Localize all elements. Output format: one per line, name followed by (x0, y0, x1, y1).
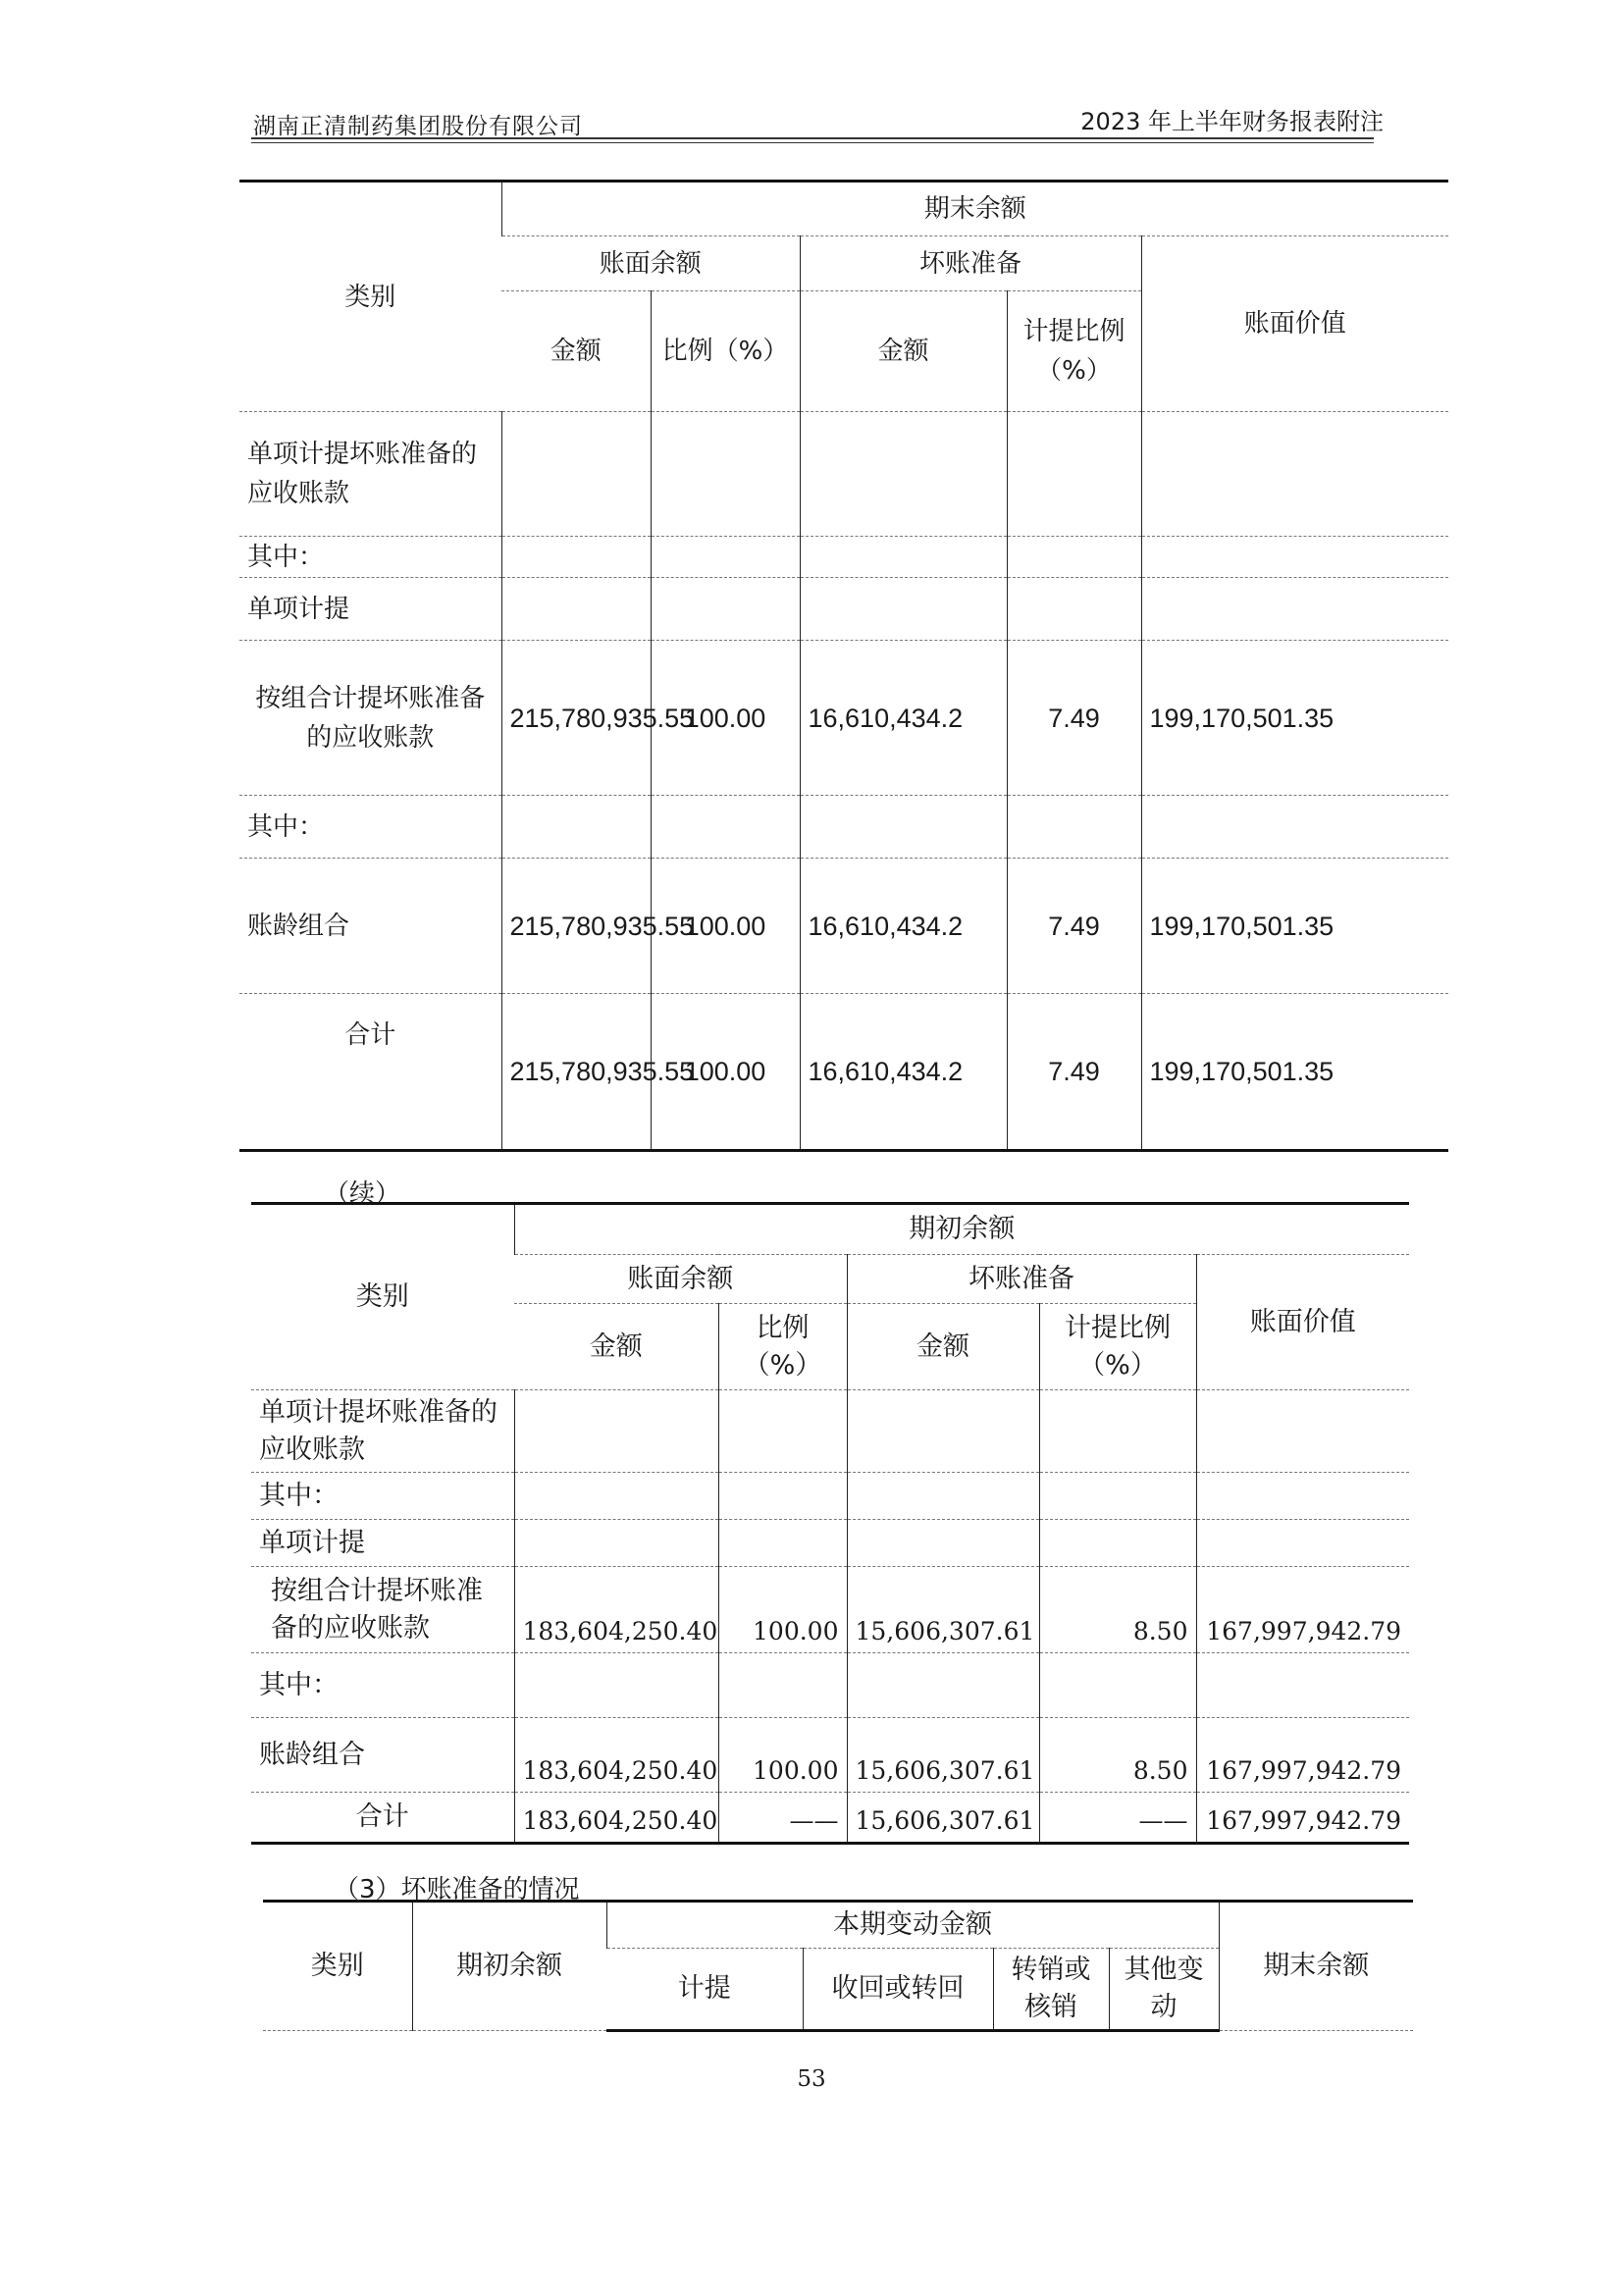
cell-book-value (1196, 1473, 1409, 1520)
header-other-change: 其他变动 (1109, 1949, 1219, 2031)
cell-ratio (718, 1390, 847, 1473)
header-writeoff: 转销或核销 (993, 1949, 1109, 2031)
row-label: 按组合计提坏账准备的应收账款 (251, 1567, 514, 1653)
cell-bad-amount (847, 1653, 1039, 1718)
row-label: 其中： (251, 1473, 514, 1520)
cell-book-value: 167,997,942.79 (1196, 1567, 1409, 1653)
header-ratio: 比例（%） (651, 291, 800, 412)
cell-bad-ratio (1007, 796, 1141, 859)
cell-bad-ratio: 7.49 (1007, 859, 1141, 994)
cell-bad-ratio: 8.50 (1039, 1718, 1196, 1793)
table-row (251, 1473, 1409, 1520)
table-row-total (251, 1793, 1409, 1844)
row-label: 其中： (251, 1653, 514, 1718)
cell-bad-ratio (1007, 578, 1141, 641)
cell-amount: 183,604,250.40 (514, 1718, 718, 1793)
row-label: 按组合计提坏账准备的应收账款 (239, 641, 501, 796)
cell-amount: 183,604,250.40 (514, 1567, 718, 1653)
cell-ratio (651, 796, 800, 859)
section-title: （3）坏账准备的情况 (334, 1875, 580, 1905)
header-bad-amount: 金额 (847, 1304, 1039, 1390)
table-row (239, 859, 1448, 994)
header-rule-thin (251, 142, 1374, 143)
row-label: 其中： (239, 796, 501, 859)
cell-book-value (1196, 1390, 1409, 1473)
row-label: 账龄组合 (239, 859, 501, 994)
header-book-value: 账面价值 (1141, 236, 1448, 412)
header-category: 类别 (239, 182, 501, 412)
header-closing-balance: 期末余额 (501, 182, 1448, 236)
cell-ratio: 100.00 (651, 859, 800, 994)
company-name: 湖南正清制药集团股份有限公司 (253, 114, 583, 139)
table-row (251, 1520, 1409, 1567)
cell-book-value (1196, 1520, 1409, 1567)
cell-bad-amount (800, 412, 1007, 537)
cell-bad-amount (847, 1520, 1039, 1567)
cell-book-value (1141, 796, 1448, 859)
cell-ratio (651, 537, 800, 578)
table-row (239, 796, 1448, 859)
table-row (239, 641, 1448, 796)
table-row-total (239, 994, 1448, 1151)
header-amount: 金额 (501, 291, 651, 412)
cell-amount: 215,780,935.55 (501, 859, 651, 994)
cell-amount: 215,780,935.55 (501, 994, 651, 1151)
report-title: 2023 年上半年财务报表附注 (1080, 108, 1384, 135)
cell-ratio: 100.00 (718, 1718, 847, 1793)
header-bad-debt: 坏账准备 (800, 236, 1141, 291)
cell-bad-ratio: 7.49 (1007, 994, 1141, 1151)
table-row (239, 578, 1448, 641)
cell-bad-ratio (1039, 1653, 1196, 1718)
header-provision-ratio: 计提比例（%） (1039, 1304, 1196, 1390)
cell-ratio: 100.00 (651, 641, 800, 796)
cell-ratio (718, 1473, 847, 1520)
continued-label: （续） (324, 1179, 401, 1209)
table-row (239, 537, 1448, 578)
cell-bad-amount: 15,606,307.61 (847, 1793, 1039, 1844)
cell-amount (501, 412, 651, 537)
table-row (251, 1718, 1409, 1793)
cell-book-value: 199,170,501.35 (1141, 859, 1448, 994)
cell-ratio (651, 412, 800, 537)
header-opening-balance: 期初余额 (514, 1204, 1409, 1255)
cell-ratio (718, 1653, 847, 1718)
cell-amount: 183,604,250.40 (514, 1793, 718, 1844)
cell-bad-ratio (1039, 1520, 1196, 1567)
header-book-value: 账面价值 (1196, 1255, 1409, 1390)
header-bad-amount: 金额 (800, 291, 1007, 412)
cell-ratio: —— (718, 1793, 847, 1844)
row-label: 单项计提坏账准备的应收账款 (251, 1390, 514, 1473)
header-opening: 期初余额 (412, 1902, 606, 2031)
cell-ratio: 100.00 (651, 994, 800, 1151)
cell-amount (514, 1473, 718, 1520)
cell-book-value: 199,170,501.35 (1141, 641, 1448, 796)
cell-bad-ratio (1007, 537, 1141, 578)
table-row (251, 1390, 1409, 1473)
cell-ratio: 100.00 (718, 1567, 847, 1653)
cell-ratio (718, 1520, 847, 1567)
header-rule (251, 137, 1374, 139)
cell-bad-ratio (1039, 1473, 1196, 1520)
header-ratio: 比例（%） (718, 1304, 847, 1390)
cell-amount (501, 537, 651, 578)
closing-balance-table (239, 180, 1448, 1152)
cell-book-value: 199,170,501.35 (1141, 994, 1448, 1151)
header-amount: 金额 (514, 1304, 718, 1390)
cell-bad-ratio: 8.50 (1039, 1567, 1196, 1653)
cell-book-value (1141, 412, 1448, 537)
cell-book-value (1196, 1653, 1409, 1718)
bad-debt-changes-table (263, 1900, 1413, 2032)
cell-bad-amount (800, 537, 1007, 578)
cell-bad-amount: 16,610,434.2 (800, 994, 1007, 1151)
cell-bad-amount: 16,610,434.2 (800, 641, 1007, 796)
cell-book-value (1141, 578, 1448, 641)
header-provision-ratio: 计提比例（%） (1007, 291, 1141, 412)
cell-book-value: 167,997,942.79 (1196, 1718, 1409, 1793)
cell-bad-amount: 16,610,434.2 (800, 859, 1007, 994)
cell-bad-amount (847, 1473, 1039, 1520)
cell-book-value (1141, 537, 1448, 578)
header-change-amount: 本期变动金额 (606, 1902, 1219, 1949)
cell-bad-amount: 15,606,307.61 (847, 1718, 1039, 1793)
cell-ratio (651, 578, 800, 641)
header-book-balance: 账面余额 (501, 236, 800, 291)
header-closing: 期末余额 (1219, 1902, 1413, 2031)
header-book-balance: 账面余额 (514, 1255, 847, 1304)
cell-bad-ratio: 7.49 (1007, 641, 1141, 796)
table-row (251, 1653, 1409, 1718)
header-category: 类别 (251, 1204, 514, 1390)
cell-bad-amount (800, 578, 1007, 641)
cell-book-value: 167,997,942.79 (1196, 1793, 1409, 1844)
cell-bad-ratio (1039, 1390, 1196, 1473)
cell-bad-amount: 15,606,307.61 (847, 1567, 1039, 1653)
header-category: 类别 (263, 1902, 412, 2031)
row-label: 单项计提坏账准备的应收账款 (239, 412, 501, 537)
row-label: 合计 (251, 1793, 514, 1844)
cell-amount (501, 796, 651, 859)
header-bad-debt: 坏账准备 (847, 1255, 1196, 1304)
row-label: 合计 (239, 994, 501, 1151)
header-recover: 收回或转回 (803, 1949, 993, 2031)
cell-bad-amount (800, 796, 1007, 859)
row-label: 其中： (239, 537, 501, 578)
cell-amount (514, 1390, 718, 1473)
cell-amount: 215,780,935.55 (501, 641, 651, 796)
header-provision: 计提 (606, 1949, 803, 2031)
table-row (251, 1567, 1409, 1653)
table-row (239, 412, 1448, 537)
page-number: 53 (797, 2066, 826, 2092)
cell-amount (514, 1520, 718, 1567)
row-label: 单项计提 (251, 1520, 514, 1567)
row-label: 账龄组合 (251, 1718, 514, 1793)
row-label: 单项计提 (239, 578, 501, 641)
cell-amount (514, 1653, 718, 1718)
cell-bad-ratio: —— (1039, 1793, 1196, 1844)
cell-bad-amount (847, 1390, 1039, 1473)
cell-bad-ratio (1007, 412, 1141, 537)
cell-amount (501, 578, 651, 641)
opening-balance-table (251, 1202, 1409, 1845)
